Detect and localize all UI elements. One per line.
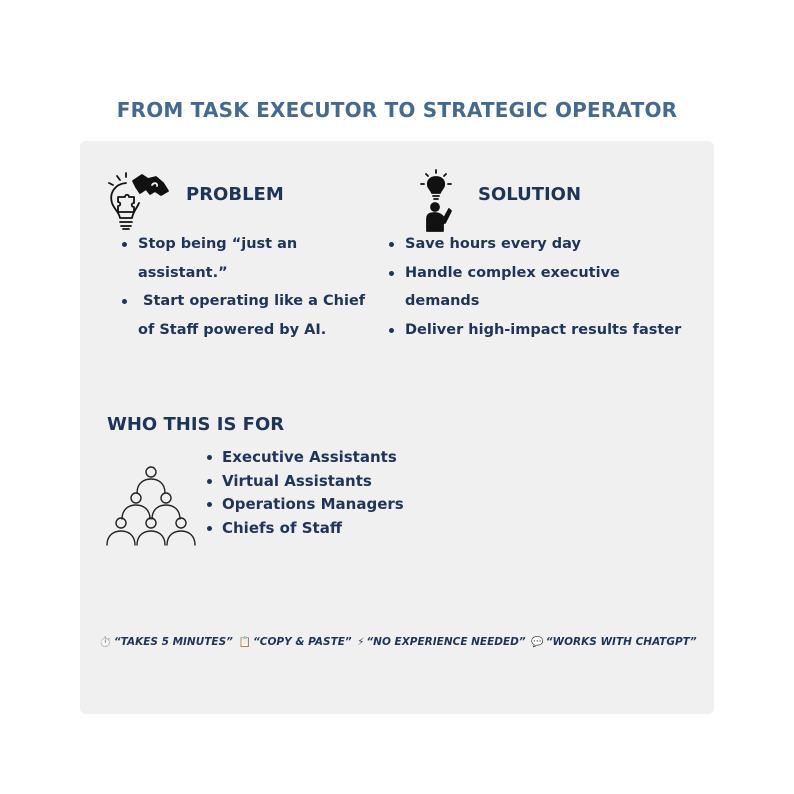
- list-item: Executive Assistants: [206, 446, 466, 470]
- list-item: Deliver high-impact results faster: [387, 316, 687, 345]
- team-pyramid-icon: [106, 465, 198, 547]
- problem-list: [120, 230, 366, 344]
- list-item: Virtual Assistants: [206, 470, 466, 494]
- stopwatch-icon: ⏱️: [99, 637, 112, 648]
- tag-works-with-chatgpt: “WORKS WITH CHATGPT”: [545, 636, 697, 648]
- list-item: Handle complex executive demands: [387, 259, 687, 316]
- feature-tags: [0, 636, 794, 648]
- audience-heading: WHO THIS IS FOR: [107, 414, 285, 435]
- page-title: FROM TASK EXECUTOR TO STRATEGIC OPERATOR: [116, 98, 678, 122]
- list-item: Chiefs of Staff: [206, 517, 466, 541]
- tag-copy-paste: “COPY & PASTE”: [253, 636, 352, 648]
- content-card: [80, 141, 714, 714]
- lightning-icon: ⚡: [357, 637, 365, 648]
- list-item: Save hours every day: [387, 230, 687, 259]
- solution-list: [387, 230, 687, 344]
- lightbulb-puzzle-icon: [106, 171, 170, 233]
- idea-person-icon: [418, 169, 454, 233]
- speech-bubble-icon: 💬: [531, 637, 544, 648]
- tag-takes-5-minutes: “TAKES 5 MINUTES”: [113, 636, 233, 648]
- list-item: Start operating like a Chief of Staff powered by AI.: [120, 287, 366, 344]
- list-item: Operations Managers: [206, 493, 466, 517]
- solution-heading: SOLUTION: [478, 184, 582, 205]
- clipboard-icon: 📋: [238, 637, 252, 648]
- list-item: Stop being “just an assistant.”: [120, 230, 366, 287]
- audience-list: [206, 446, 466, 540]
- problem-heading: PROBLEM: [186, 184, 284, 205]
- tag-no-experience: “NO EXPERIENCE NEEDED”: [366, 636, 526, 648]
